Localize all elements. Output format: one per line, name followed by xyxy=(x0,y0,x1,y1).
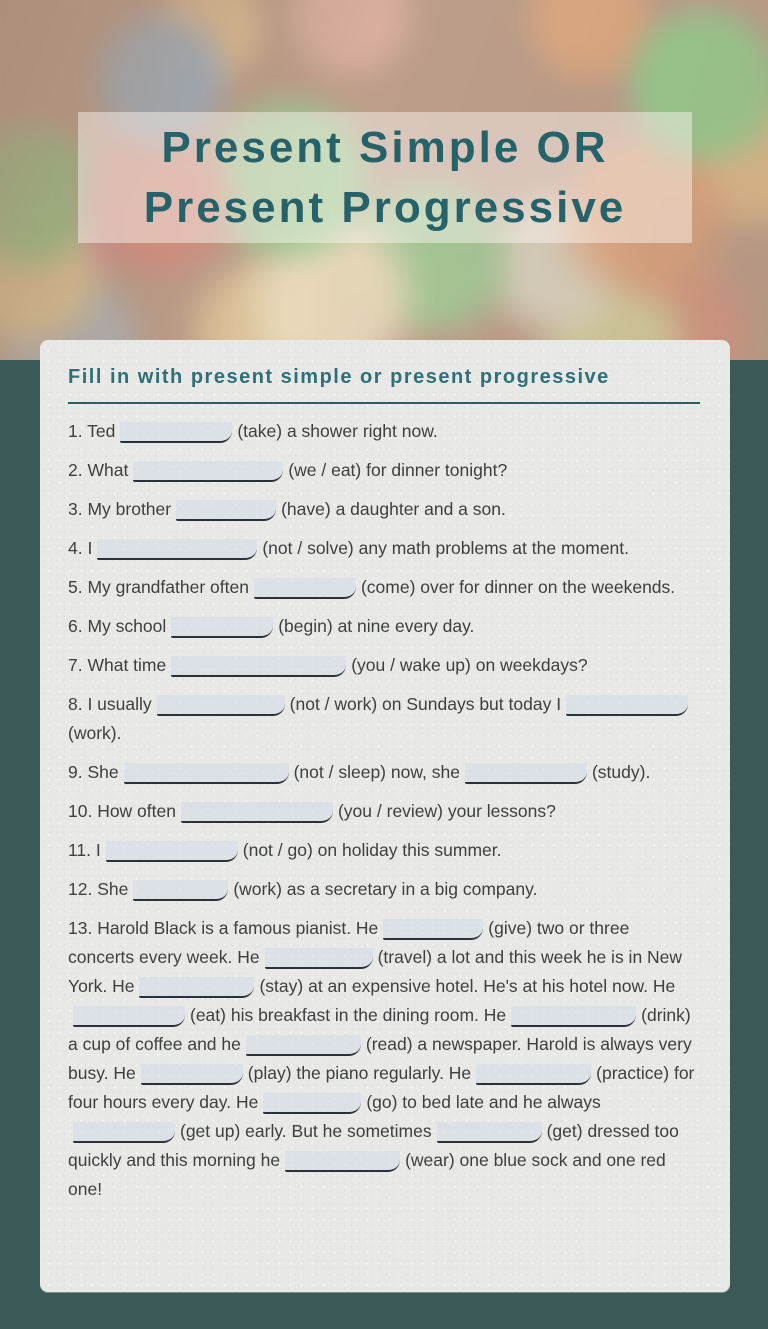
sentence-text: 4. I xyxy=(68,538,93,558)
fill-in-blank-field[interactable] xyxy=(133,461,283,482)
sentence-text: (not / go) on holiday this summer. xyxy=(242,840,502,860)
sentence-text: 13. Harold Black is a famous pianist. He xyxy=(68,918,379,938)
fill-in-blank-field[interactable] xyxy=(285,1151,400,1172)
sentence-text: (not / work) on Sundays but today I xyxy=(289,694,562,714)
exercise-item-1 xyxy=(68,417,700,446)
fill-in-blank-field[interactable] xyxy=(511,1006,636,1027)
sentence-text: 12. She xyxy=(68,879,129,899)
sentence-text: (get) dressed too quickly and this morning he xyxy=(68,1121,679,1170)
sentence-text: 11. I xyxy=(68,840,101,860)
sentence-text: (read) a newspaper. Harold is always very busy. He xyxy=(68,1034,692,1083)
fill-in-blank-field[interactable] xyxy=(176,500,276,521)
exercise-item-2 xyxy=(68,456,700,485)
fill-in-blank-field[interactable] xyxy=(139,977,254,998)
sentence-text: 10. How often xyxy=(68,801,176,821)
exercise-item-8 xyxy=(68,690,700,748)
exercise-list xyxy=(68,417,700,1204)
sentence-text: 3. My brother xyxy=(68,499,172,519)
worksheet-title-line-2: Present Progressive xyxy=(143,182,627,232)
fill-in-blank-field[interactable] xyxy=(97,539,257,560)
sentence-text: (take) a shower right now. xyxy=(237,421,438,441)
fill-in-blank-field[interactable] xyxy=(157,695,285,716)
worksheet-card xyxy=(40,340,730,1292)
sentence-text: 2. What xyxy=(68,460,129,480)
fill-in-blank-field[interactable] xyxy=(120,422,232,443)
exercise-item-3 xyxy=(68,495,700,524)
sentence-text: (you / review) your lessons? xyxy=(337,801,556,821)
sentence-text: (eat) his breakfast in the dining room. He xyxy=(190,1005,507,1025)
fill-in-blank-field[interactable] xyxy=(476,1064,591,1085)
heading-divider xyxy=(68,402,700,404)
sentence-text: 6. My school xyxy=(68,616,167,636)
exercise-item-11 xyxy=(68,836,700,865)
fill-in-blank-field[interactable] xyxy=(254,578,356,599)
fill-in-blank-field[interactable] xyxy=(106,841,238,862)
fill-in-blank-field[interactable] xyxy=(437,1122,542,1143)
fill-in-blank-field[interactable] xyxy=(465,763,587,784)
header-photo xyxy=(0,0,768,360)
sentence-text: (give) two or three concerts every week. He xyxy=(68,918,630,967)
fill-in-blank-field[interactable] xyxy=(171,617,273,638)
fill-in-blank-field[interactable] xyxy=(181,802,333,823)
fill-in-blank-field[interactable] xyxy=(566,695,688,716)
sentence-text: (play) the piano regularly. He xyxy=(247,1063,472,1083)
fill-in-blank-field[interactable] xyxy=(141,1064,243,1085)
fill-in-blank-field[interactable] xyxy=(133,880,228,901)
sentence-text: (go) to bed late and he always xyxy=(366,1092,601,1112)
exercise-item-12 xyxy=(68,875,700,904)
sentence-text: (study). xyxy=(591,762,651,782)
exercise-item-7 xyxy=(68,651,700,680)
sentence-text: 5. My grandfather often xyxy=(68,577,249,597)
sentence-text: (practice) for four hours every day. He xyxy=(68,1063,695,1112)
sentence-text: (come) over for dinner on the weekends. xyxy=(360,577,676,597)
fill-in-blank-field[interactable] xyxy=(246,1035,361,1056)
fill-in-blank-field[interactable] xyxy=(263,1093,361,1114)
sentence-text: (work) as a secretary in a big company. xyxy=(233,879,538,899)
sentence-text: (wear) one blue sock and one red one! xyxy=(68,1150,666,1199)
exercise-item-13 xyxy=(68,914,700,1204)
sentence-text: 1. Ted xyxy=(68,421,116,441)
title-banner xyxy=(78,112,692,243)
instructions-heading: Fill in with present simple or present progressive xyxy=(68,366,610,388)
sentence-text: (begin) at nine every day. xyxy=(278,616,475,636)
sentence-text: (stay) at an expensive hotel. He's at his hotel now. He xyxy=(259,976,676,996)
sentence-text: (you / wake up) on weekdays? xyxy=(351,655,588,675)
exercise-item-9 xyxy=(68,758,700,787)
worksheet-title-line-1: Present Simple OR xyxy=(161,122,609,172)
fill-in-blank-field[interactable] xyxy=(171,656,346,677)
sentence-text: 7. What time xyxy=(68,655,167,675)
sentence-text: 8. I usually xyxy=(68,694,152,714)
sentence-text: (we / eat) for dinner tonight? xyxy=(288,460,508,480)
exercise-item-6 xyxy=(68,612,700,641)
sentence-text: (get up) early. But he sometimes xyxy=(180,1121,432,1141)
fill-in-blank-field[interactable] xyxy=(73,1006,185,1027)
sentence-text: (drink) a cup of coffee and he xyxy=(68,1005,691,1054)
sentence-text: (not / solve) any math problems at the moment. xyxy=(262,538,630,558)
fill-in-blank-field[interactable] xyxy=(265,948,373,969)
fill-in-blank-field[interactable] xyxy=(73,1122,175,1143)
exercise-item-10 xyxy=(68,797,700,826)
fill-in-blank-field[interactable] xyxy=(124,763,289,784)
exercise-item-5 xyxy=(68,573,700,602)
sentence-text: (travel) a lot and this week he is in New York. He xyxy=(68,947,683,996)
sentence-text: (not / sleep) now, she xyxy=(293,762,460,782)
exercise-item-4 xyxy=(68,534,700,563)
sentence-text: (have) a daughter and a son. xyxy=(281,499,506,519)
fill-in-blank-field[interactable] xyxy=(383,919,483,940)
sentence-text: (work). xyxy=(68,723,122,743)
sentence-text: 9. She xyxy=(68,762,119,782)
